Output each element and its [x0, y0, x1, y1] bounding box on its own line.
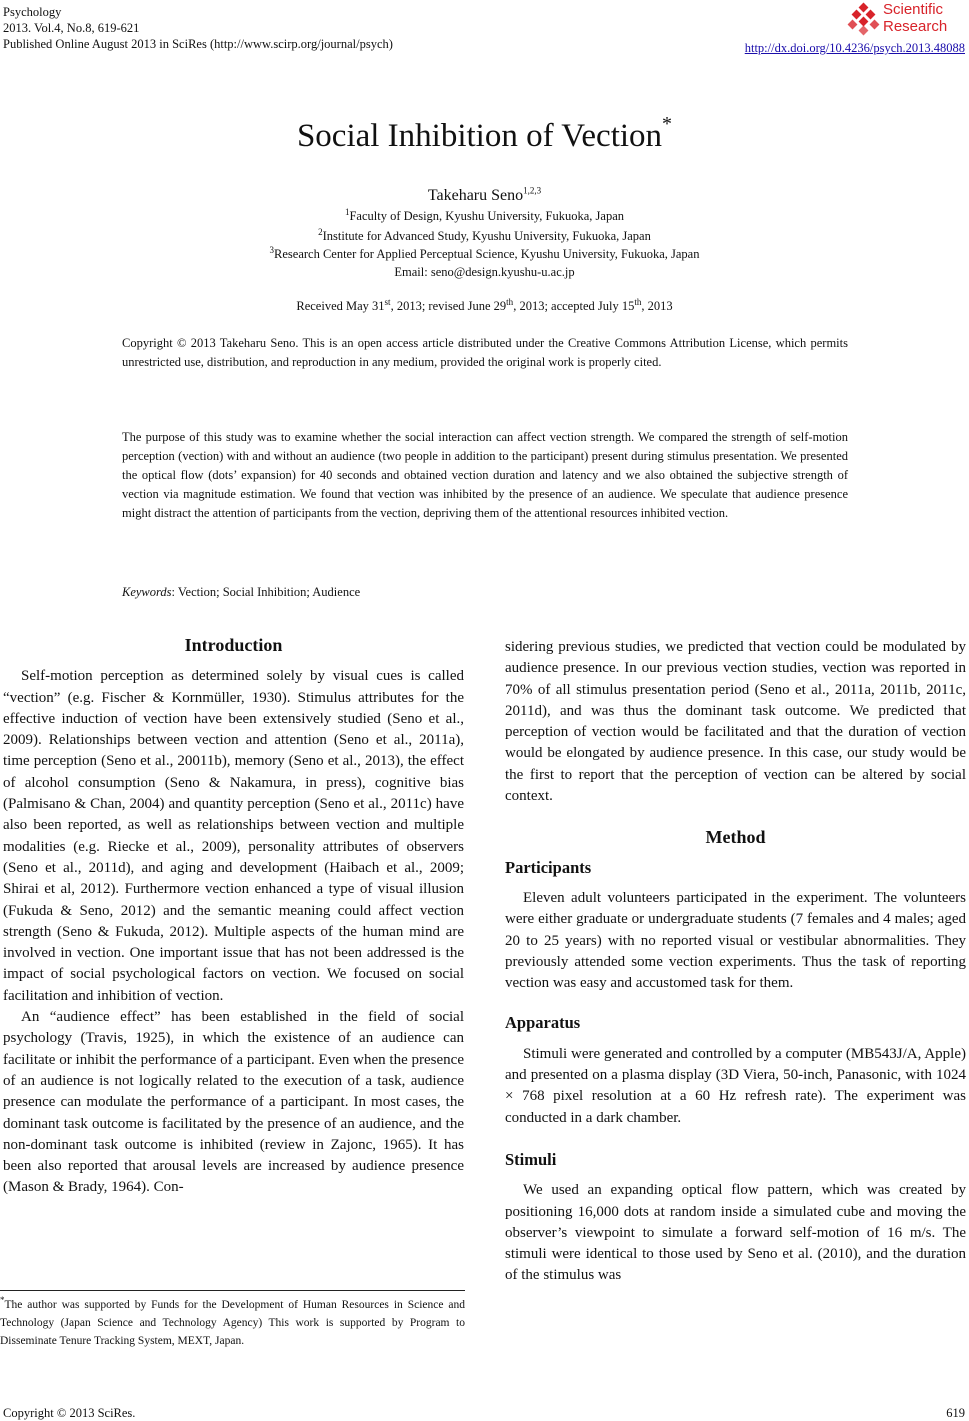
apparatus-paragraph: Stimuli were generated and controlled by a computer (MB543J/A, Apple) and presented on a plasma display (3D Viera, 50-inch, Panasonic, with 1024 × 768 pixel resolution at a 60 Hz refresh rate). The experiment was conducted in a dark chamber.: [505, 1045, 966, 1126]
affiliation-3: $^3$Research Center for Applied Perceptual Science, Kyushu University, Fukuoka, Japan: [269, 244, 700, 261]
email: Email: seno@design.kyushu-u.ac.jp: [394, 265, 575, 279]
volume-info: 2013. Vol.4, No.8, 619-621: [3, 21, 140, 35]
keywords: Keywords: Vection; Social Inhibition; Audience: [122, 585, 361, 599]
footnote-rule: [0, 1290, 465, 1291]
footnote: *The author was supported by Funds for the Development of Human Resources in Science and Technology (Japan Science and Technology Agency) This work is supported by Program to Disseminate Tenure Tracking System, MEXT, Japan.: [0, 1295, 465, 1347]
logo-text-line2: Research: [883, 18, 948, 35]
title-footnote-mark: *: [662, 113, 673, 135]
footer-copyright: Copyright © 2013 SciRes.: [3, 1406, 136, 1420]
scientific-research-logo: [849, 2, 961, 38]
intro-paragraph-3: sidering previous studies, we predicted that vection could be modulated by audience presence. In our previous vection studies, vection was reported in 70% of all stimulus presentation period (Seno et al., 2011a, 2011b, 2011c, 2011d), and was thus the dominant task outcome. We predicted that perception of vection would be facilitated and that the duration of vection would be elongated by audience presence. In this case, our study would be the first to report that the perception of vection can be altered by social context.: [505, 639, 966, 805]
subheading-participants: Participants: [505, 857, 592, 877]
doi-link[interactable]: http://dx.doi.org/10.4236/psych.2013.48088: [744, 41, 965, 55]
logo-text-line1: Scientific: [883, 1, 944, 18]
affiliation-2: $^2$Institute for Advanced Study, Kyushu University, Fukuoka, Japan: [318, 226, 651, 243]
left-column: [3, 635, 464, 1199]
subheading-apparatus: Apparatus: [505, 1013, 581, 1033]
stimuli-paragraph: We used an expanding optical flow pattern, which was created by positioning 16,000 dots at random inside a simulated cube and moving the observer’s viewpoint to simulate a forward self-motion of 16 m/s. The stimuli were identical to those used by Seno et al. (2010), and the duration of the stimulus was: [505, 1182, 966, 1284]
participants-paragraph: Eleven adult volunteers participated in the experiment. The volunteers were either graduate or undergraduate students (7 females and 4 males; aged 20 to 25 years) with no reported visual or vestibular abnormalities. They previously attended some vection experiments. Thus the task of reporting vection was easy and accustomed task for them.: [505, 889, 966, 992]
intro-paragraph-2: An “audience effect” has been established in the field of social psychology (Travis, 1925), in which the existence of an audience can facilitate or inhibit the performance of a participant. Even when the presence of an audience is not logically related to the execution of a task, audience presence can modulate the performance of a participant. In most cases, the dominant task outcome is facilitated by the presence of an audience, and the non-dominant task outcome is inhibited (review in Zajonc, 1965). It has been also reported that arousal levels are increased by audience presence (Mason & Brady, 1964). Con-: [3, 1009, 464, 1196]
section-heading-method: Method: [705, 827, 766, 848]
subheading-stimuli: Stimuli: [505, 1149, 557, 1169]
diamond-logo-icon: [849, 4, 879, 34]
copyright-notice: Copyright © 2013 Takeharu Seno. This is an open access article distributed under the Creative Commons Attribution License, which permits unrestricted use, distribution, and reproduction in any medium, provided the original work is properly cited.: [122, 336, 848, 369]
journal-name: Psychology: [3, 5, 62, 19]
intro-paragraph-1: Self-motion perception as determined solely by visual cues is called “vection” (e.g. Fischer & Kornmüller, 1930). Stimulus attributes for the effective induction of vection have been extensively studied (Seno et al., 2009). Relationships between vection and attention (Seno et al., 2011a), time perception (Seno et al., 20011b), memory (Seno et al., 2013), the effect of alcohol consumption (Seno & Nakamura, in press), cognitive bias (Palmisano & Chan, 2004) and quantity perception (Seno et al., 2011c) have also been reported, as well as relationships between vection and multiple modalities (e.g. Riecke et al., 2009), personality attributes of observers (Seno et al., 2011d), and aging and development (Haibach et al., 2009; Shirai et al, 2012). Furthermore vection enhanced a type of visual illusion (Fukuda & Seno, 2012) and the semantic meaning could affect vection strength (Seno & Fukuda, 2012). Multiple aspects of the human mind are involved in vection. One important issue that has not been addressed is the impact of social psychological factors on vection. We focused on social facilitation and inhibition of vection.: [3, 668, 464, 1004]
publication-info: Published Online August 2013 in SciRes (http://www.scirp.org/journal/psych): [3, 37, 393, 51]
section-heading-introduction: Introduction: [184, 635, 283, 655]
affiliation-1: $^1$Faculty of Design, Kyushu University, Fukuoka, Japan: [344, 206, 624, 223]
article-dates: Received May 31st, 2013; revised June 29th, 2013; accepted July 15th, 2013: [296, 296, 673, 313]
abstract: The purpose of this study was to examine whether the social interaction can affect vection strength. We compared the strength of self-motion perception (vection) with and without an audience (two people in addition to the participant) present during stimulus presentation. We presented the optical flow (dots’ expansion) for 40 seconds and obtained vection duration and latency and we also obtained the subjective strength of vection via magnitude estimation. We found that vection was inhibited by the presence of an audience. We speculate that audience presence might distract the attention of participants from the vection, depriving them of the attentional resources inhibited vection.: [122, 430, 848, 520]
page-number: 619: [946, 1406, 965, 1420]
right-column: [505, 637, 966, 1287]
paper-title: Social Inhibition of Vection*: [296, 113, 673, 154]
author: Takeharu Seno$^{1,2,3}$: [427, 185, 542, 204]
